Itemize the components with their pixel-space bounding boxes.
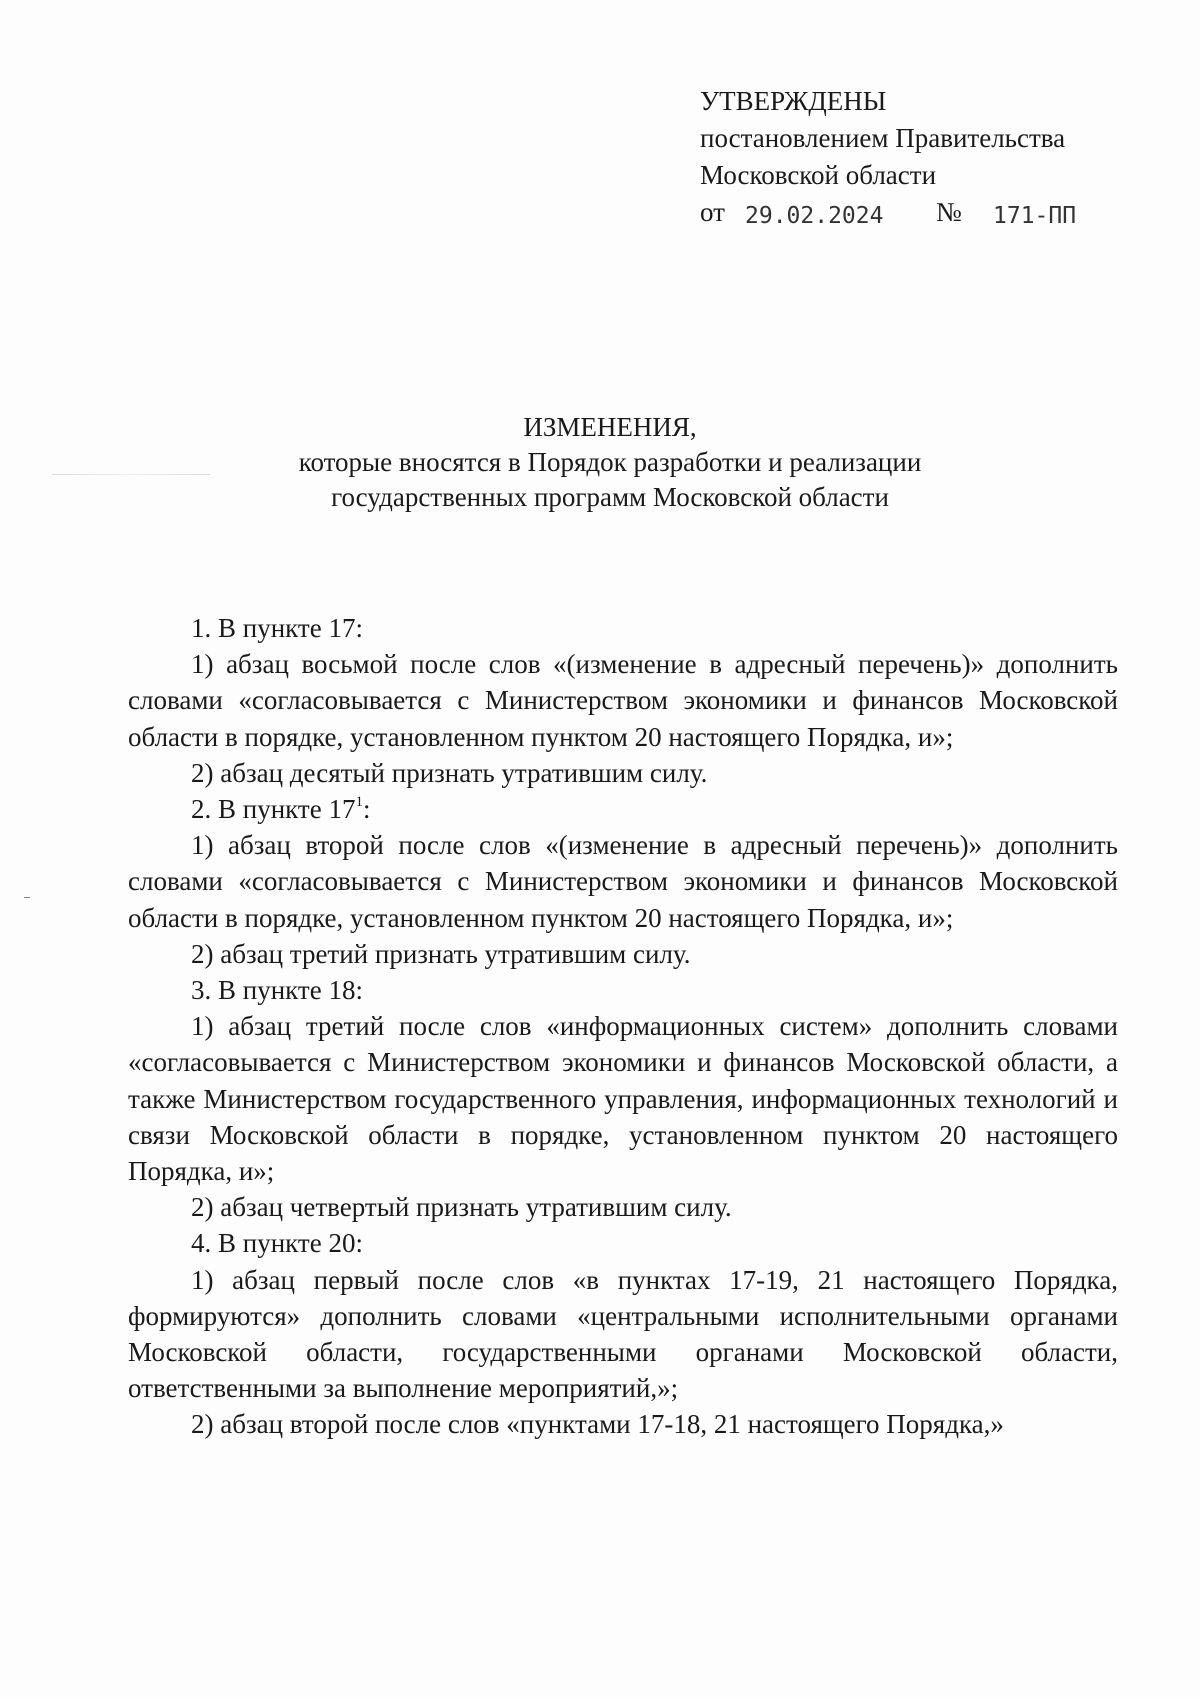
approval-date: 29.02.2024 [745,203,884,229]
paragraph-6: 2) абзац третий признать утратившим силу. [191,938,691,969]
approval-number: 171-ПП [993,203,1077,229]
paragraph-4-text: 2. В пункте 17 [191,794,356,825]
title-line-2: государственных программ Московской области [331,482,889,512]
paragraph-4 [128,791,1118,827]
paragraph-9: 2) абзац четвертый признать утратившим силу. [191,1192,732,1223]
paragraph-1: 1. В пункте 17: [191,613,363,643]
paragraph-4-superscript: 1 [355,794,363,811]
approval-line-2: Московской области [700,160,937,190]
approval-line-1: постановлением Правительства [700,123,1066,153]
scan-artifact-dot [24,897,30,898]
paragraph-2: 1) абзац восьмой после слов «(изменение в адресный перечень)» дополнить словами «согласовывается с Министерством экономики и финансов Московской области в порядке, установленном пунктом 20 настоящего Порядка, и»; [128,649,1118,752]
paragraph-12: 2) абзац второй после слов «пунктами 17-18, 21 настоящего Порядка,» [191,1409,1004,1440]
paragraph-3: 2) абзац десятый признать утратившим силу. [191,757,708,788]
title-line-1: которые вносятся в Порядок разработки и реализации [298,447,922,477]
approval-date-line [700,194,1120,234]
number-sign: № [936,197,962,227]
approval-heading: УТВЕРЖДЕНЫ [700,86,887,116]
paragraph-4-colon: : [362,794,371,825]
paragraph-8: 1) абзац третий после слов «информационных систем» дополнить словами «согласовывается с Министерством экономики и финансов Московской области, а также Министерством государственного управления, информационных технологий и связи Московской области в порядке, установленном пунктом 20 настоящего Порядка, и»; [128,1011,1118,1187]
title-heading: ИЗМЕНЕНИЯ, [523,412,697,442]
date-prefix: от [700,197,725,227]
approval-block [700,83,1120,234]
document-title [160,410,1060,515]
document-body [128,610,1118,1443]
paragraph-10: 4. В пункте 20: [191,1228,363,1259]
paragraph-11: 1) абзац первый после слов «в пунктах 17-19, 21 настоящего Порядка, формируются» дополнить словами «центральными исполнительными органами Московской области, государственными органами Московской области, ответственными за выполнение мероприятий,»; [128,1264,1118,1404]
paragraph-5: 1) абзац второй после слов «(изменение в адресный перечень)» дополнить словами «согласовывается с Министерством экономики и финансов Московской области в порядке, установленном пунктом 20 настоящего Порядка, и»; [128,830,1118,933]
paragraph-7: 3. В пункте 18: [191,975,363,1006]
